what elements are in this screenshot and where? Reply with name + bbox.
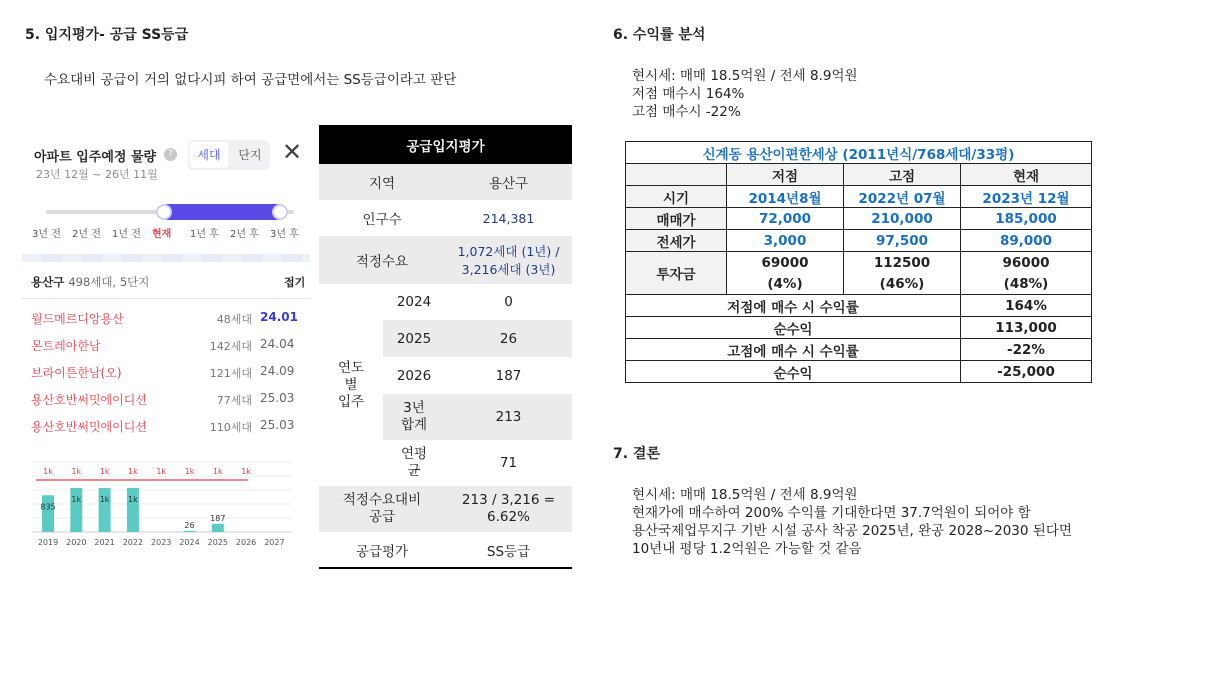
summary-value: -25,000 <box>961 361 1092 383</box>
col-now: 현재 <box>961 164 1092 186</box>
complex-households: 110세대 <box>209 421 252 434</box>
complex-households: 121세대 <box>209 367 252 380</box>
complex-date: 25.03 <box>260 391 295 405</box>
return-table-title: 신계동 용산이편한세상 (2011년식/768세대/33평) <box>626 142 1092 164</box>
divider <box>22 298 310 299</box>
demand-label: 적정수요 <box>355 254 409 270</box>
section5-note: 수요대비 공급이 거의 없다시피 하여 공급면에서는 SS등급이라고 판단 <box>44 72 457 88</box>
bar-value-label: 1k <box>99 495 110 504</box>
summary-label: 순수익 <box>626 361 961 383</box>
region-label: 지역 <box>368 176 396 192</box>
x-tick-label: 2021 <box>94 538 115 547</box>
bar-value-label: 835 <box>40 502 56 512</box>
year-2024-value: 0 <box>504 294 513 310</box>
annual-avg-label: 연평 균 <box>400 446 428 479</box>
jeonse-now: 89,000 <box>961 230 1092 252</box>
summary-label: 순수익 <box>626 317 961 339</box>
area-count: 498세대, 5단지 <box>68 275 150 289</box>
range-handle-start[interactable] <box>156 204 172 220</box>
pop-value: 214,381 <box>482 210 535 226</box>
complex-date: 24.01 <box>260 310 298 324</box>
sale-label: 매매가 <box>626 208 727 230</box>
complex-date: 25.03 <box>260 418 295 432</box>
demand-value: 1,072세대 (1년) / 3,216세대 (3년) <box>457 244 560 277</box>
summary-value: 113,000 <box>961 317 1092 339</box>
ratio-label: 적정수요대비 공급 <box>342 492 422 525</box>
jeonse-low: 3,000 <box>727 230 844 252</box>
range-handle-end[interactable] <box>272 204 288 220</box>
three-year-total-label: 3년 합계 <box>400 400 428 433</box>
section7-line: 용산국제업무지구 기반 시설 공사 착공 2025년, 완공 2028~2030 된다면 <box>632 523 1072 539</box>
complex-name[interactable]: 용산호반써밋에이디션 <box>31 420 147 434</box>
year-2024: 2024 <box>396 294 432 310</box>
period-low: 2014년8월 <box>727 186 844 208</box>
widget-title: 아파트 입주예정 물량 <box>34 150 157 165</box>
invest-label: 투자금 <box>626 252 727 295</box>
year-2026-value: 187 <box>495 367 522 384</box>
bar <box>42 495 54 532</box>
x-tick-label: 2025 <box>207 538 228 547</box>
summary-value: -22% <box>961 339 1092 361</box>
summary-value: 164% <box>961 295 1092 317</box>
bar-value-label: 1k <box>128 495 138 504</box>
sale-low: 72,000 <box>727 208 844 230</box>
bar-value-label: 26 <box>184 520 195 530</box>
year-2025-value: 26 <box>499 330 518 347</box>
jeonse-label: 전세가 <box>626 230 727 252</box>
area-name: 용산구 <box>31 275 65 289</box>
supply-widget <box>22 128 310 558</box>
demand-label: 1k <box>99 467 110 476</box>
x-tick-label: 2027 <box>264 538 285 547</box>
summary-label: 저점에 매수 시 수익률 <box>626 295 961 317</box>
invest-low-pct: (4%) <box>727 273 844 295</box>
invest-high-pct: (46%) <box>844 273 961 295</box>
region-value: 용산구 <box>488 176 529 192</box>
toggle-complexes[interactable]: 단지 <box>238 148 262 162</box>
table-header: 공급입지평가 <box>319 125 572 164</box>
section7-text <box>632 486 1072 558</box>
range-selected[interactable] <box>164 204 282 220</box>
range-tick-label[interactable]: 2년 후 <box>230 229 259 240</box>
complex-name[interactable]: 브라이튼한남(오) <box>31 366 122 380</box>
col-low: 저점 <box>727 164 844 186</box>
complex-name[interactable]: 월드메르디앙용산 <box>31 312 124 326</box>
range-tick-label[interactable]: 1년 후 <box>190 229 219 240</box>
range-tick-label[interactable]: 3년 전 <box>32 229 61 240</box>
toggle-households[interactable]: 세대 <box>190 142 228 168</box>
close-icon[interactable]: ✕ <box>282 138 303 166</box>
section6-line: 저점 매수시 164% <box>632 86 745 102</box>
year-2026: 2026 <box>396 367 432 384</box>
blank-cell <box>626 164 727 186</box>
complex-households: 142세대 <box>209 340 252 353</box>
complex-name[interactable]: 몬트레아한남 <box>31 339 101 353</box>
complex-name[interactable]: 용산호반써밋에이디션 <box>31 393 147 407</box>
range-tick-label[interactable]: 2년 전 <box>72 229 101 240</box>
invest-now: 96000 <box>961 252 1092 274</box>
x-tick-label: 2024 <box>179 538 200 547</box>
yearly-label: 연도 별 입주 <box>337 359 365 410</box>
sale-high: 210,000 <box>844 208 961 230</box>
demand-label: 1k <box>43 467 53 476</box>
complex-households: 77세대 <box>216 394 252 407</box>
demand-label: 1k <box>241 467 251 476</box>
complex-date: 24.04 <box>260 337 295 351</box>
complex-households: 48세대 <box>216 313 252 326</box>
pop-label: 인구수 <box>362 212 402 228</box>
summary-label: 고점에 매수 시 수익률 <box>626 339 961 361</box>
bar <box>212 524 224 532</box>
ratio-value: 213 / 3,216 = 6.62% <box>461 492 556 525</box>
bar-value-label: 187 <box>210 513 226 523</box>
unit-toggle <box>188 140 270 170</box>
range-tick-label[interactable]: 3년 후 <box>270 229 299 240</box>
x-tick-label: 2019 <box>37 538 59 547</box>
period-high: 2022년 07월 <box>844 186 961 208</box>
range-tick-label[interactable]: 현재 <box>152 229 172 240</box>
col-high: 고점 <box>844 164 961 186</box>
section7-line: 현재가에 매수하여 200% 수익률 기대한다면 37.7억원이 되어야 함 <box>632 505 1031 521</box>
complex-date: 24.09 <box>260 364 295 378</box>
x-tick-label: 2020 <box>66 538 87 547</box>
bar <box>184 531 196 532</box>
eval-value: SS등급 <box>486 543 531 560</box>
demand-label: 1k <box>184 467 195 476</box>
invest-high: 112500 <box>844 252 961 274</box>
bar-value-label: 1k <box>71 495 82 504</box>
demand-label: 1k <box>212 467 223 476</box>
widget-period: 23년 12월 ~ 26년 11월 <box>36 168 158 181</box>
period-now: 2023년 12월 <box>961 186 1092 208</box>
section5-heading: 5. 입지평가- 공급 SS등급 <box>25 27 189 43</box>
demand-label: 1k <box>71 467 82 476</box>
x-tick-label: 2022 <box>122 538 144 547</box>
x-tick-label: 2023 <box>151 538 172 547</box>
section6-line: 현시세: 매매 18.5억원 / 전세 8.9억원 <box>632 68 858 84</box>
section7-heading: 7. 결론 <box>613 446 660 462</box>
range-tick-label[interactable]: 1년 전 <box>112 229 141 240</box>
invest-low: 69000 <box>727 252 844 274</box>
section7-line: 10년내 평당 1.2억원은 가능할 것 같음 <box>632 541 862 557</box>
jeonse-high: 97,500 <box>844 230 961 252</box>
area-title <box>31 274 149 290</box>
x-tick-label: 2026 <box>235 538 257 547</box>
supply-chart <box>22 458 310 558</box>
question-icon[interactable]: ? <box>164 148 177 161</box>
three-year-total-value: 213 <box>495 409 522 425</box>
section6-text <box>632 67 858 121</box>
collapse-button[interactable]: 접기 <box>284 276 306 289</box>
year-2025: 2025 <box>396 330 432 347</box>
section7-line: 현시세: 매매 18.5억원 / 전세 8.9억원 <box>632 487 858 503</box>
section6-heading: 6. 수익률 분석 <box>613 27 706 43</box>
annual-avg-value: 71 <box>499 455 518 471</box>
map-strip <box>22 254 310 262</box>
demand-label: 1k <box>128 467 138 476</box>
section6-line: 고점 매수시 -22% <box>632 104 741 120</box>
supply-eval-table <box>319 125 572 569</box>
period-label: 시기 <box>626 186 727 208</box>
invest-now-pct: (48%) <box>961 273 1092 295</box>
return-table <box>625 141 1092 383</box>
sale-now: 185,000 <box>961 208 1092 230</box>
eval-label: 공급평가 <box>355 543 409 560</box>
demand-label: 1k <box>156 467 167 476</box>
